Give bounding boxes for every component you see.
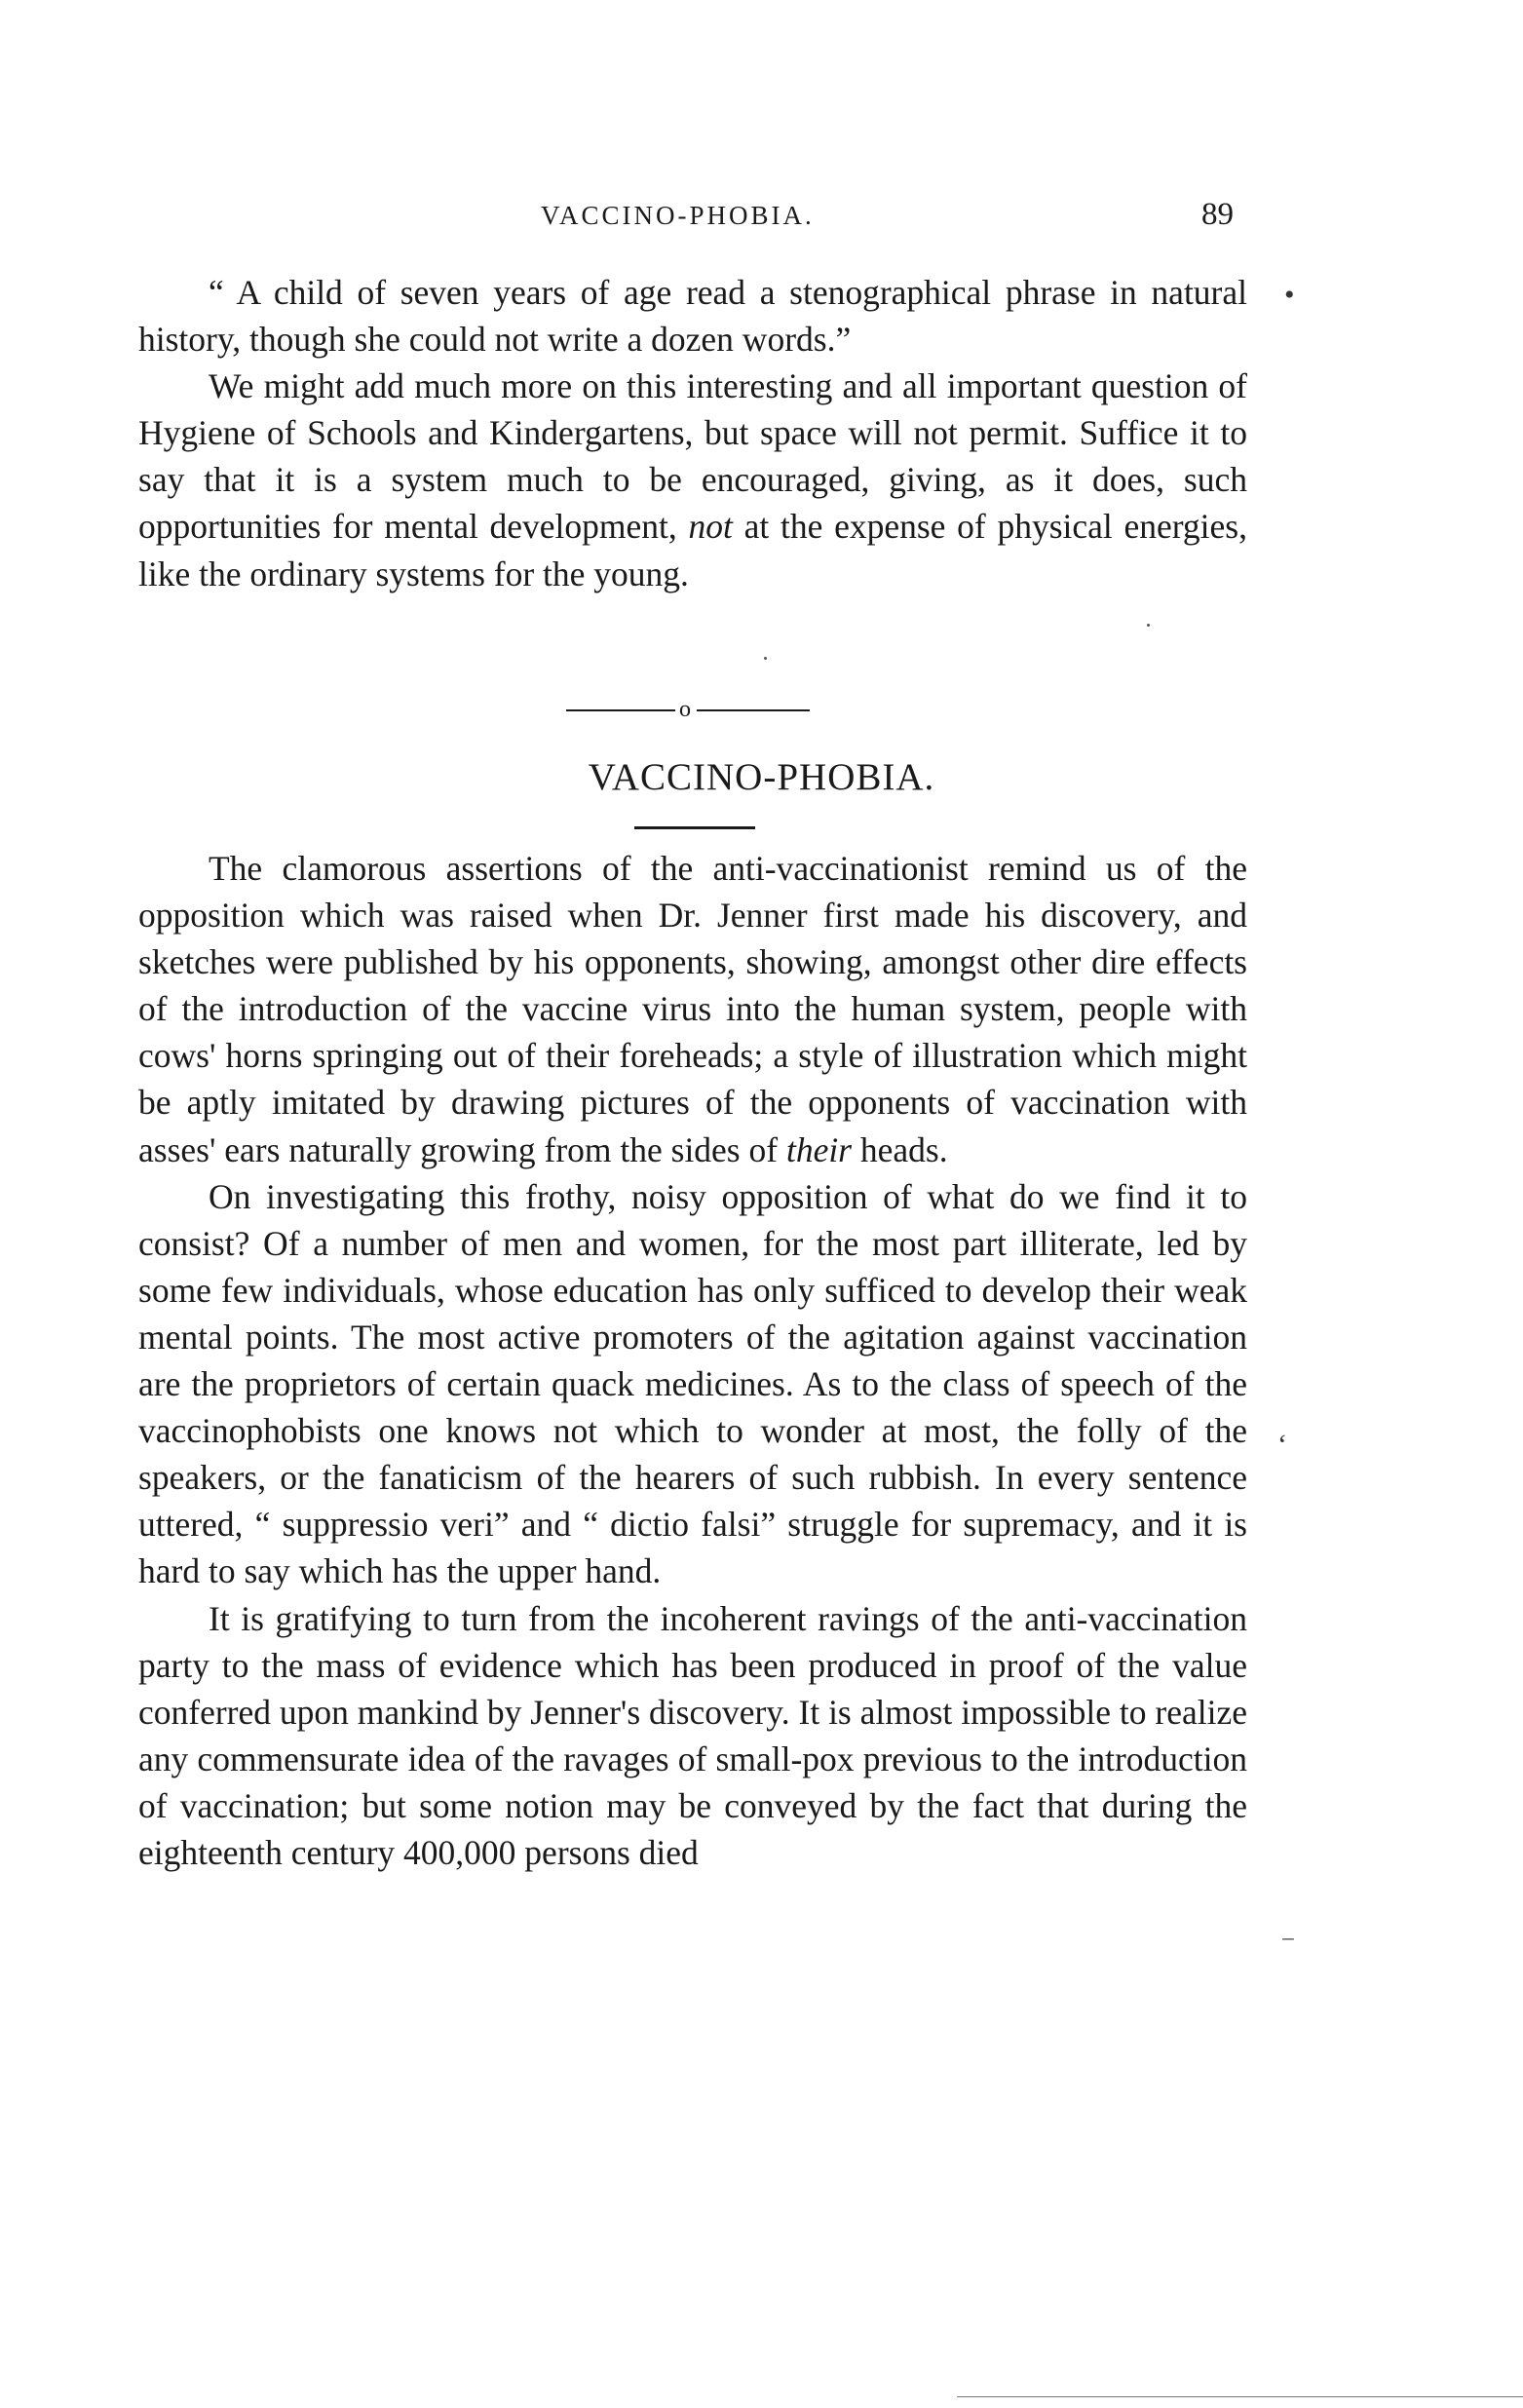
hygiene-paragraph (138, 363, 1247, 596)
print-speck (764, 657, 767, 660)
running-title: VACCINO-PHOBIA. (541, 201, 815, 230)
opposition-paragraph: On investigating this frothy, noisy opposition of what do we find it to consist? Of a number of men and women, for the most part illiterate, led by some few individuals, whose education has only sufficed to develop their weak mental points. The most active promoters of the agitation against vaccination are the proprietors of certain quack medicines. As to the class of speech of the vaccinophobists one knows not which to wonder at most, the folly of the speakers, or the fanaticism of the hearers of such rubbish. In every sentence uttered, “ suppressio veri” and “ dictio falsi” struggle for supremacy, and it is hard to say which has the upper hand. (138, 1176, 1247, 1591)
quote-paragraph: “ A child of seven years of age read a stenographical phrase in natural history, though she could not write a dozen words.” (138, 273, 1247, 360)
heading-underline-rule (634, 826, 755, 829)
emphasis-not: not (688, 507, 733, 547)
margin-mark: ‘ (1277, 1429, 1287, 1461)
jenner-paragraph-main: The clamorous assertions of the anti-vaccinationist remind us of the opposition which was raised when Dr. Jenner first made his discovery, and sketches were published by his opponents, showing, amongst other dire effects of the introduction of the vaccine virus into the human system, people with cows' horns springing out of their foreheads; a style of illustration which might be aptly imitated by drawing pictures of the opponents of vaccination with asses' ears naturally growing from the sides of (138, 849, 1247, 1169)
top-text-block (138, 269, 1247, 597)
margin-mark: • (1284, 279, 1295, 311)
section-body (138, 845, 1247, 1876)
page-number: 89 (1201, 197, 1234, 232)
jenner-paragraph (138, 845, 1247, 1173)
margin-mark: ‾ (1283, 1936, 1293, 1968)
section-separator (566, 695, 810, 724)
hygiene-paragraph-main: We might add much more on this interesting and all important question of Hygiene of Schools and Kindergartens, but space will not permit. Suffice it to say that it is a system much to be encouraged, giving, as it does, such opportunities for mental development, (138, 366, 1247, 547)
separator-rule-right (697, 709, 810, 711)
section-heading: VACCINO-PHOBIA. (588, 756, 935, 798)
scan-edge-line (957, 2396, 1523, 2397)
emphasis-their: their (785, 1129, 853, 1169)
running-head (0, 197, 1523, 240)
jenner-paragraph-tail: heads. (859, 1129, 948, 1169)
evidence-paragraph: It is gratifying to turn from the incoherent ravings of the anti-vaccination party to the mass of evidence which has been produced in proof of the value conferred upon mankind by Jenner's discovery. It is almost impossible to realize any commensurate idea of the ravages of small-pox previous to the introduction of vaccination; but some notion may be conveyed by the fact that during the eighteenth century 400,000 persons died (138, 1598, 1247, 1872)
hygiene-paragraph-tail: at the expense of physical energies, like the ordinary systems for the young. (138, 507, 1247, 593)
separator-rule-left (566, 709, 675, 711)
print-speck (1147, 624, 1150, 627)
separator-circle: o (679, 697, 691, 722)
